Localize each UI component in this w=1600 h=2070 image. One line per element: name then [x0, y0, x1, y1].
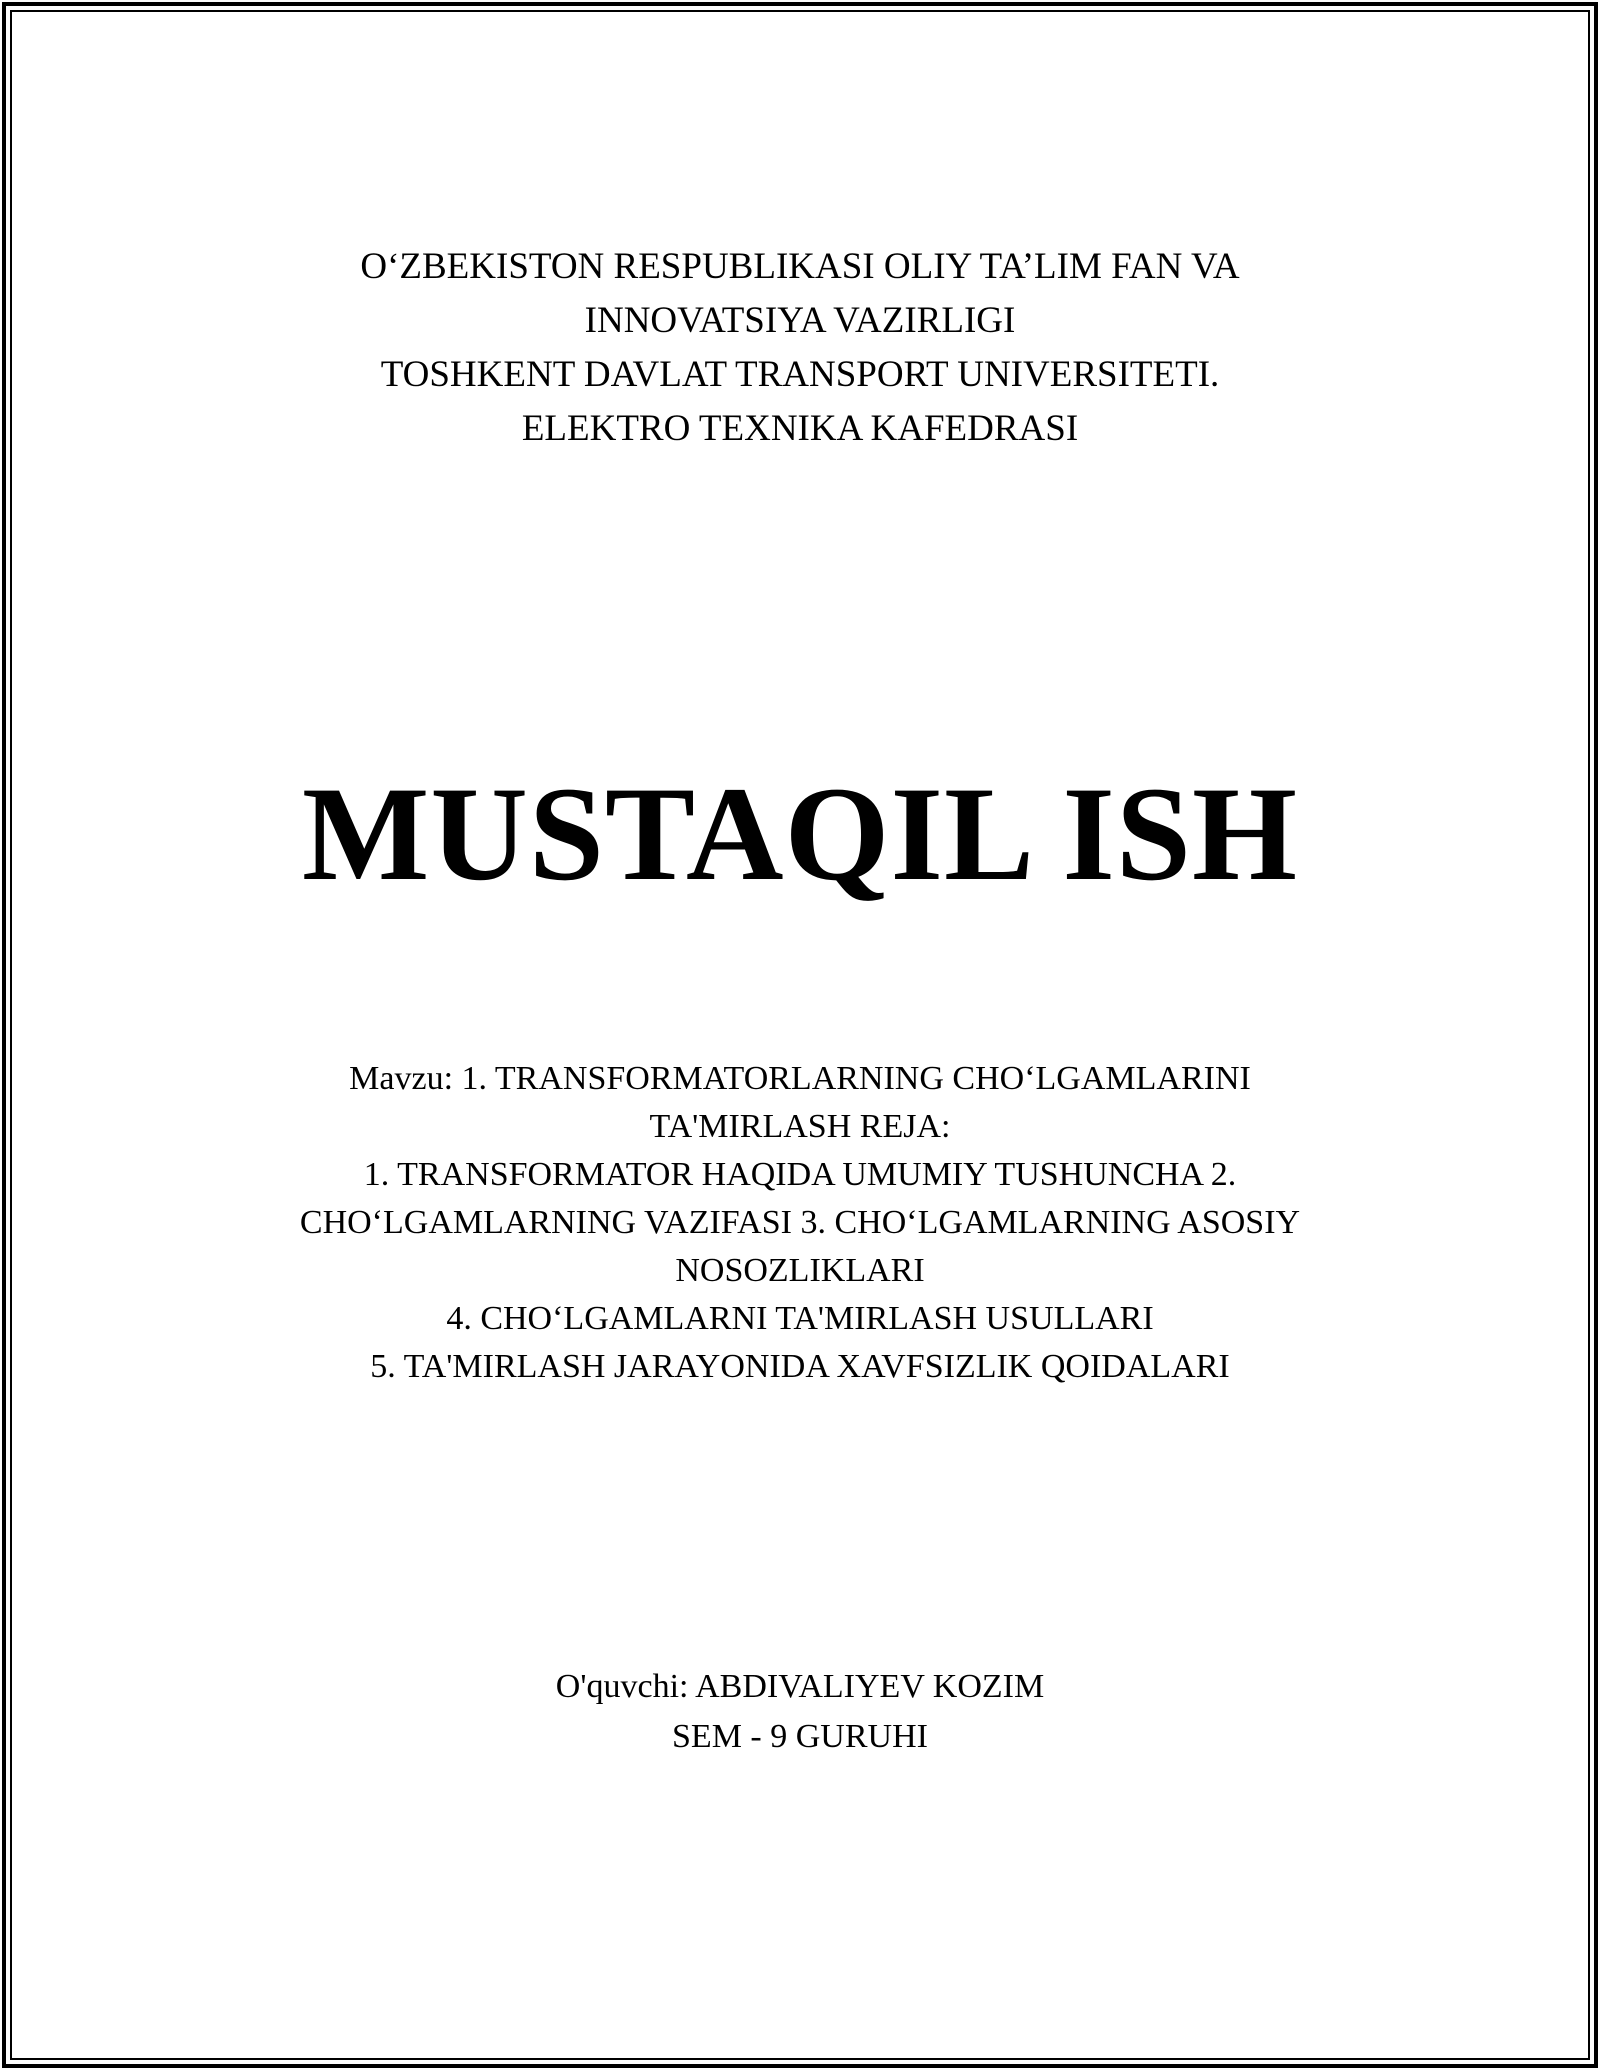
header-line-1: O‘ZBEKISTON RESPUBLIKASI OLIY TA’LIM FAN VA	[360, 246, 1240, 287]
institution-header	[0, 240, 1600, 456]
topic-line-1: Mavzu: 1. TRANSFORMATORLARNING CHO‘LGAMLARINI	[349, 1060, 1251, 1097]
topic-line-2: TA'MIRLASH REJA:	[649, 1108, 951, 1145]
topic-line-4: CHO‘LGAMLARNING VAZIFASI 3. CHO‘LGAMLARNING ASOSIY	[299, 1204, 1301, 1241]
topic-line-3: 1. TRANSFORMATOR HAQIDA UMUMIY TUSHUNCHA 2.	[363, 1156, 1237, 1193]
document-title: MUSTAQIL ISH	[301, 760, 1299, 909]
header-line-4: ELEKTRO TEXNIKA KAFEDRASI	[521, 408, 1079, 449]
topic-line-5: NOSOZLIKLARI	[675, 1252, 925, 1289]
topic-line-6: 4. CHO‘LGAMLARNI TA'MIRLASH USULLARI	[446, 1300, 1154, 1337]
header-line-2: INNOVATSIYA VAZIRLIGI	[584, 300, 1016, 341]
topic-section	[0, 1055, 1600, 1391]
student-info	[0, 1662, 1600, 1762]
student-group: SEM - 9 GURUHI	[672, 1718, 928, 1755]
student-name: O'quvchi: ABDIVALIYEV KOZIM	[555, 1668, 1045, 1705]
header-line-3: TOSHKENT DAVLAT TRANSPORT UNIVERSITETI.	[380, 354, 1220, 395]
topic-line-7: 5. TA'MIRLASH JARAYONIDA XAVFSIZLIK QOIDALARI	[370, 1348, 1230, 1385]
